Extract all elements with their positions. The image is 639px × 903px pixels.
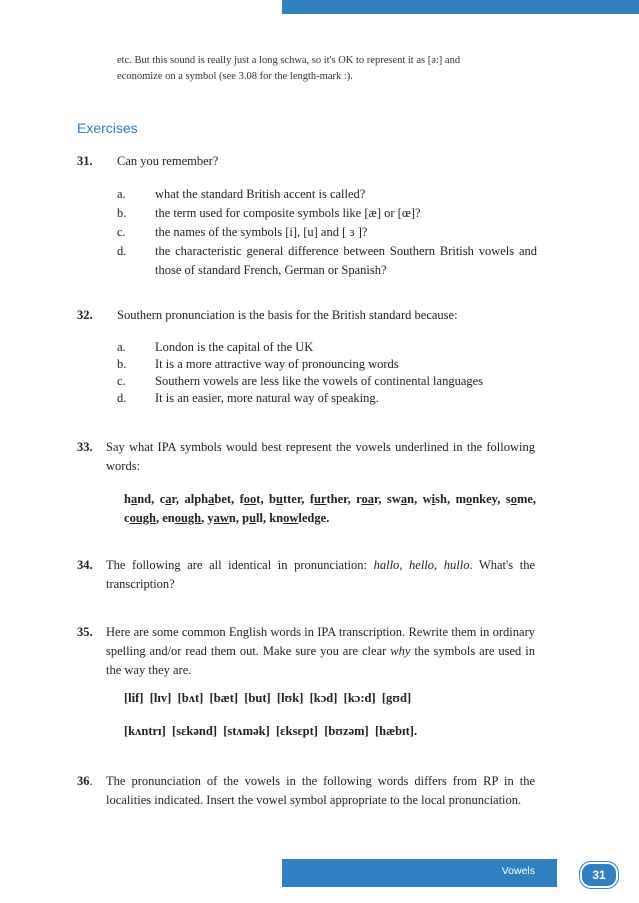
ipa-transcription: [bʊzəm] <box>324 724 369 738</box>
underlined-word: butter <box>269 492 302 506</box>
question-31: 31. Can you remember? a. what the standard British accent is called? b. the term used for composite symbols like [æ] or [œ]? c. the names of the symbols [i], [u] and [ ɜ ]? d. the characteristic general difference between Southern British vowels and those of standard French, German or Spanish? <box>77 154 537 277</box>
question-text: Here are some common English words in IPA transcription. Rewrite them in ordinary spelling and/or read them out. Make sure you are clear why the symbols are used in the way they are. <box>106 625 535 677</box>
underlined-word: foot <box>239 492 261 506</box>
underlined-word: yawn <box>207 511 236 525</box>
continuation-note <box>117 53 537 85</box>
question-text: Can you remember? <box>117 154 219 168</box>
exercises-heading: Exercises <box>77 120 138 136</box>
note-line-1: etc. But this sound is really just a long schwa, so it's OK to represent it as [ə:] and <box>117 55 461 66</box>
underlined-word: roar <box>356 492 379 506</box>
ipa-row-1 <box>124 689 411 708</box>
question-35 <box>77 623 537 748</box>
underlined-word: cough <box>124 511 156 525</box>
underlined-word: some <box>505 492 533 506</box>
word-hello: hello <box>409 558 435 572</box>
underlined-word: hand <box>124 492 152 506</box>
ipa-transcription: [lɪv] <box>149 691 172 705</box>
question-number: 35. <box>77 625 93 639</box>
underlined-word: knowledge <box>269 511 327 525</box>
ipa-transcription: [lʊk] <box>276 691 304 705</box>
question-number: 33. <box>77 440 93 454</box>
question-number: 32. <box>77 308 93 322</box>
underlined-word: wish <box>422 492 447 506</box>
ipa-transcription: [kɔd] <box>309 691 338 705</box>
question-text: Southern pronunciation is the basis for the British standard because: <box>117 308 458 322</box>
ipa-transcription: [gʊd] <box>381 691 412 705</box>
underlined-word: car <box>159 492 176 506</box>
underlined-word: further <box>309 492 348 506</box>
underlined-word-list: hand, car, alphabet, foot, butter, further, roar, swan, wish, monkey, some, cough, enough, yawn, pull, knowledge. <box>124 492 537 525</box>
question-33 <box>77 438 537 528</box>
ipa-transcription: [sɛkənd] <box>172 724 217 738</box>
underlined-word: pull <box>242 511 263 525</box>
question-text: Say what IPA symbols would best represent the vowels underlined in the following words: <box>106 440 535 473</box>
question-32: 32. Southern pronunciation is the basis for the British standard because: a. London is the capital of the UK b. It is a more attractive way of pronouncing words c. Southern vowels are less like the vowels of continental languages d. It is an easier, more natural way of speaking. <box>77 306 537 406</box>
footer-bar <box>282 859 557 887</box>
page-number-badge <box>580 862 618 888</box>
underlined-word: alphabet <box>184 492 232 506</box>
ipa-transcription: [but] <box>244 691 271 705</box>
ipa-transcription: [kʌntrɪ] <box>124 724 166 738</box>
ipa-transcription: [bæt] <box>209 691 239 705</box>
question-number: 34. <box>77 558 93 572</box>
ipa-transcription: [stʌmək] <box>223 724 270 738</box>
ipa-transcription: [bʌt] <box>177 691 204 705</box>
ipa-transcription: [lif] <box>124 691 144 705</box>
page-number: 31 <box>592 868 606 882</box>
question-text: The following are all identical in pronunciation: hallo, hello, hullo. What's the transcription? <box>106 558 535 591</box>
underlined-word: swan <box>386 492 415 506</box>
question-34 <box>77 556 537 596</box>
ipa-transcription: [ɛksɛpt] <box>276 724 318 738</box>
word-hallo: hallo <box>373 558 400 572</box>
question-number: 36. <box>77 774 93 788</box>
ipa-transcription: [kɔ:d] <box>343 691 376 705</box>
underlined-word: monkey <box>455 492 498 506</box>
underlined-word: enough <box>162 511 202 525</box>
footer-section-label: Vowels <box>501 865 535 877</box>
question-number: 31. <box>77 154 93 168</box>
ipa-transcription: [hæbɪt] <box>374 724 414 738</box>
ipa-row-2: [kʌntrɪ] [sɛkənd] [stʌmək] [ɛksɛpt] [bʊzəm] [hæbɪt]. <box>124 724 418 738</box>
header-accent-bar <box>282 0 639 14</box>
word-hullo: hullo <box>443 558 470 572</box>
question-text: The pronunciation of the vowels in the following words differs from RP in the localities indicated. Insert the vowel symbol appropriate to the local pronunciation. <box>106 774 535 807</box>
question-36 <box>77 772 537 832</box>
note-line-2: economize on a symbol (see 3.08 for the length-mark ː). <box>117 71 353 82</box>
